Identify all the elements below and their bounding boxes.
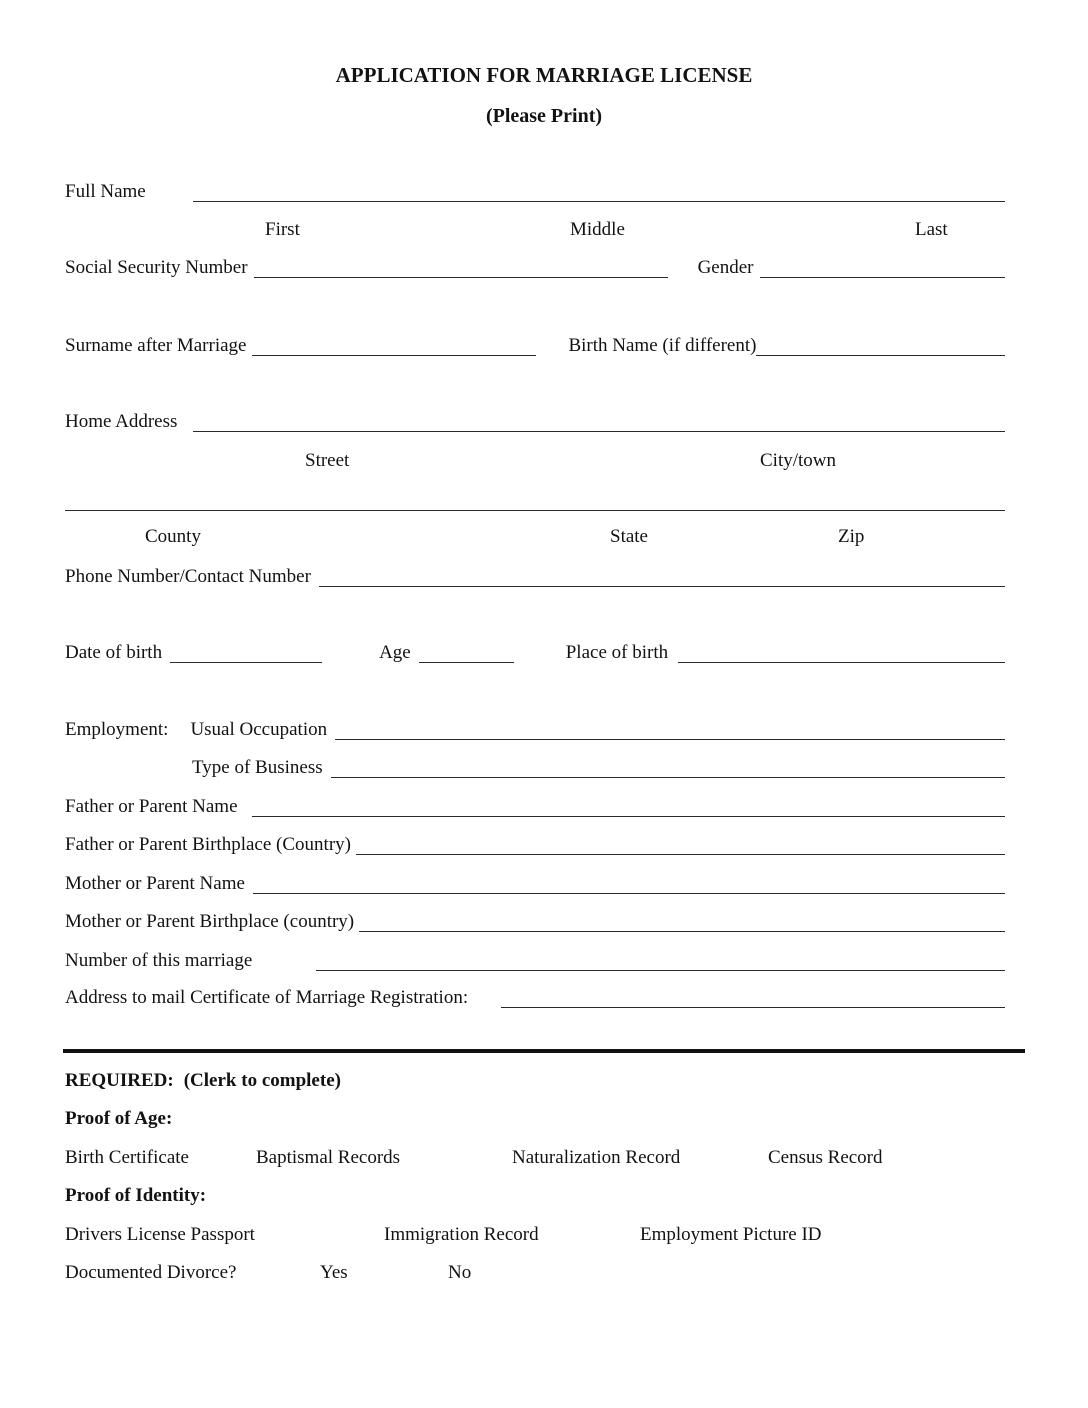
father-birthplace-row	[65, 832, 1005, 858]
phone-field[interactable]	[319, 584, 1005, 587]
type-of-business-row	[65, 755, 1005, 781]
first-name-sublabel: First	[265, 219, 300, 240]
mother-birthplace-row	[65, 909, 1005, 935]
full-name-label: Full Name	[65, 181, 146, 202]
street-sublabel: Street	[305, 450, 350, 471]
state-sublabel: State	[610, 526, 648, 547]
gender-label: Gender	[697, 257, 754, 278]
address-line2-field[interactable]	[65, 508, 1005, 511]
mother-birthplace-label: Mother or Parent Birthplace (country)	[65, 911, 355, 932]
mail-certificate-field[interactable]	[501, 1005, 1005, 1008]
city-town-sublabel: City/town	[760, 450, 837, 471]
home-address-label: Home Address	[65, 411, 178, 432]
option-census-record[interactable]: Census Record	[768, 1147, 883, 1168]
option-naturalization-record[interactable]: Naturalization Record	[512, 1147, 681, 1168]
full-name-field[interactable]	[193, 199, 1005, 202]
proof-of-identity-label: Proof of Identity:	[65, 1185, 207, 1206]
age-label: Age	[379, 642, 411, 663]
father-birthplace-field[interactable]	[356, 852, 1005, 855]
home-address-row	[65, 409, 1005, 435]
mail-certificate-row	[65, 985, 1005, 1011]
surname-after-marriage-field[interactable]	[252, 353, 536, 356]
type-of-business-label: Type of Business	[192, 757, 323, 778]
section-divider-rule	[63, 1049, 1025, 1053]
birth-name-label: Birth Name (if different)	[568, 335, 757, 356]
type-of-business-field[interactable]	[331, 775, 1005, 778]
required-note: (Clerk to complete)	[183, 1070, 341, 1091]
birth-info-row	[65, 640, 1005, 666]
father-name-field[interactable]	[252, 814, 1005, 817]
father-birthplace-label: Father or Parent Birthplace (Country)	[65, 834, 351, 855]
mail-certificate-label: Address to mail Certificate of Marriage Registration:	[65, 987, 469, 1008]
option-birth-certificate[interactable]: Birth Certificate	[65, 1147, 189, 1168]
option-baptismal-records[interactable]: Baptismal Records	[256, 1147, 401, 1168]
surname-birthname-row	[65, 333, 1005, 359]
date-of-birth-field[interactable]	[170, 660, 322, 663]
mother-name-row	[65, 871, 1005, 897]
required-heading-row	[65, 1068, 1005, 1094]
proof-of-age-heading-row	[65, 1106, 1005, 1132]
surname-after-marriage-label: Surname after Marriage	[65, 335, 247, 356]
phone-label: Phone Number/Contact Number	[65, 566, 311, 587]
ssn-gender-row	[65, 255, 1005, 281]
ssn-label: Social Security Number	[65, 257, 248, 278]
county-sublabel: County	[145, 526, 201, 547]
option-immigration-record[interactable]: Immigration Record	[384, 1224, 539, 1245]
ssn-field[interactable]	[254, 275, 668, 278]
employment-row	[65, 717, 1005, 743]
middle-name-sublabel: Middle	[570, 219, 625, 240]
home-address-field[interactable]	[193, 429, 1005, 432]
father-name-row	[65, 794, 1005, 820]
mother-name-field[interactable]	[253, 891, 1005, 894]
option-divorce-yes[interactable]: Yes	[320, 1262, 348, 1283]
address-line2-row	[65, 484, 1005, 510]
last-name-sublabel: Last	[915, 219, 948, 240]
birth-name-field[interactable]	[756, 353, 1005, 356]
mother-name-label: Mother or Parent Name	[65, 873, 245, 894]
full-name-row	[65, 179, 1005, 205]
place-of-birth-field[interactable]	[678, 660, 1005, 663]
option-drivers-license-passport[interactable]: Drivers License Passport	[65, 1224, 255, 1245]
marriage-number-label: Number of this marriage	[65, 950, 253, 971]
usual-occupation-label: Usual Occupation	[190, 719, 328, 740]
proof-of-identity-heading-row	[65, 1183, 1005, 1209]
place-of-birth-label: Place of birth	[565, 642, 669, 663]
mother-birthplace-field[interactable]	[359, 929, 1005, 932]
date-of-birth-label: Date of birth	[65, 642, 163, 663]
form-title: APPLICATION FOR MARRIAGE LICENSE	[335, 63, 753, 87]
required-heading: REQUIRED:	[65, 1070, 174, 1091]
marriage-number-row	[65, 948, 1005, 974]
zip-sublabel: Zip	[838, 526, 865, 547]
proof-of-age-label: Proof of Age:	[65, 1108, 173, 1129]
option-employment-picture-id[interactable]: Employment Picture ID	[640, 1224, 822, 1245]
gender-field[interactable]	[760, 275, 1006, 278]
age-field[interactable]	[419, 660, 514, 663]
phone-row	[65, 564, 1005, 590]
marriage-number-field[interactable]	[316, 968, 1005, 971]
employment-label: Employment:	[65, 719, 169, 740]
form-subtitle: (Please Print)	[485, 105, 603, 127]
option-divorce-no[interactable]: No	[448, 1262, 472, 1283]
documented-divorce-label: Documented Divorce?	[65, 1262, 237, 1283]
usual-occupation-field[interactable]	[335, 737, 1005, 740]
father-name-label: Father or Parent Name	[65, 796, 238, 817]
